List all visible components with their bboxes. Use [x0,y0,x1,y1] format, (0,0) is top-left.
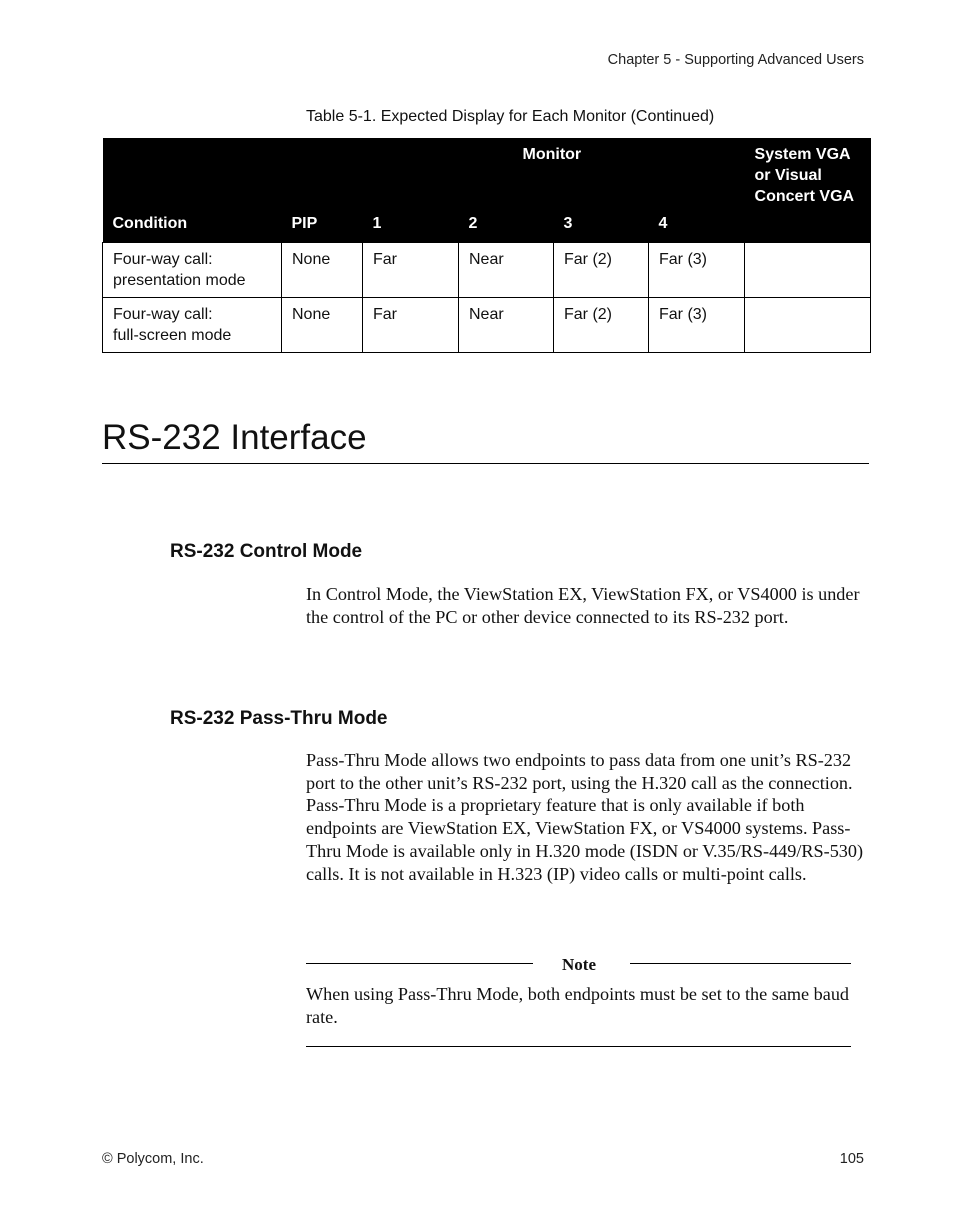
column-header-monitor-1: 1 [363,184,459,243]
cell-monitor-2: Near [459,298,554,353]
cell-monitor-1: Far [363,243,459,298]
cell-condition: Four-way call: presentation mode [103,243,282,298]
column-header-system-vga: System VGA or Visual Concert VGA [745,138,871,243]
cell-pip: None [282,243,363,298]
control-mode-paragraph: In Control Mode, the ViewStation EX, ViewStation FX, or VS4000 is under the control of the PC or other device connected to its RS-232 port. [306,584,860,627]
control-mode-heading: RS-232 Control Mode [170,541,363,562]
page-number: 105 [839,1151,864,1167]
cell-system-vga [745,298,871,353]
table-row [103,243,871,298]
column-header-monitor-4: 4 [649,184,745,243]
section-title: RS-232 Interface [102,418,869,464]
cell-monitor-3: Far (2) [554,298,649,353]
cell-monitor-2: Near [459,243,554,298]
cell-monitor-3: Far (2) [554,243,649,298]
column-header-condition: Condition [103,138,282,243]
cell-monitor-1: Far [363,298,459,353]
cell-pip: None [282,298,363,353]
table-row [103,298,871,353]
pass-thru-mode-paragraph: Pass-Thru Mode allows two endpoints to pass data from one unit’s RS-232 port to the other unit’s RS-232 port, using the H.320 call as the connection. Pass-Thru Mode is a proprietary feature that is only available if both endpoints are ViewStation EX, ViewStation FX, or VS4000 systems. Pass-Thru Mode is available only in H.320 mode (ISDN or V.35/RS-449/RS-530) calls. It is not available in H.323 (IP) video calls or multi-point calls. [306,750,864,884]
note-rule-right [630,963,851,964]
note-rule-left [306,963,533,964]
column-group-monitor: Monitor [522,146,582,163]
cell-condition: Four-way call: full-screen mode [103,298,282,353]
monitor-display-table [102,138,871,353]
pass-thru-mode-heading: RS-232 Pass-Thru Mode [170,708,388,729]
column-header-pip: PIP [282,138,363,243]
cell-monitor-4: Far (3) [649,243,745,298]
note-text: When using Pass-Thru Mode, both endpoints must be set to the same baud rate. [306,984,850,1027]
cell-system-vga [745,243,871,298]
cell-monitor-4: Far (3) [649,298,745,353]
column-header-monitor-2: 2 [459,184,554,243]
table-caption: Table 5-1. Expected Display for Each Monitor (Continued) [306,108,715,125]
note-label: Note [562,955,596,974]
note-rule-bottom [306,1046,851,1047]
footer-copyright: © Polycom, Inc. [102,1151,204,1167]
column-header-monitor-3: 3 [554,184,649,243]
running-header: Chapter 5 - Supporting Advanced Users [607,52,864,68]
